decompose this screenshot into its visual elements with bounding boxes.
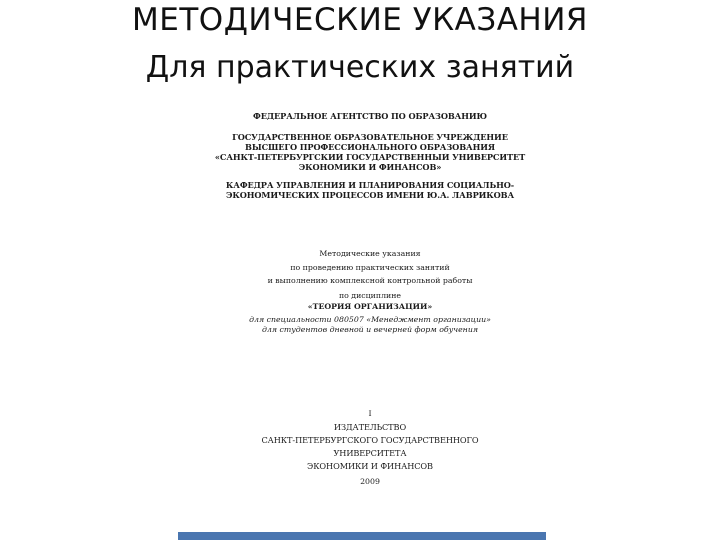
purpose-line-1: по проведению практических занятий [290, 264, 450, 272]
department-line-2: ЭКОНОМИЧЕСКИХ ПРОЦЕССОВ ИМЕНИ Ю.А. ЛАВРИКОВА [225, 191, 515, 200]
purpose-line-2: и выполнению комплексной контрольной работы [267, 277, 473, 285]
discipline-label: по дисциплине [338, 292, 402, 300]
slide-title: МЕТОДИЧЕСКИЕ УКАЗАНИЯ [132, 2, 588, 38]
publisher-mark: I [368, 410, 372, 418]
publisher-line-2: САНКТ-ПЕТЕРБУРГСКОГО ГОСУДАРСТВЕННОГО [261, 436, 479, 445]
institution-line-4: ЭКОНОМИКИ И ФИНАНСОВ» [298, 163, 442, 172]
publisher-line-4: ЭКОНОМИКИ И ФИНАНСОВ [307, 462, 433, 471]
agency-line: ФЕДЕРАЛЬНОЕ АГЕНТСТВО ПО ОБРАЗОВАНИЮ [253, 112, 487, 121]
department-line-1: КАФЕДРА УПРАВЛЕНИЯ И ПЛАНИРОВАНИЯ СОЦИАЛЬНО- [225, 181, 515, 190]
institution-line-3: «САНКТ-ПЕТЕРБУРГСКИЙ ГОСУДАРСТВЕННЫЙ УНИВЕРСИТЕТ [214, 153, 526, 162]
specialty-line: для специальности 080507 «Менеджмент организации» [249, 316, 491, 324]
publisher-line-3: УНИВЕРСИТЕТА [333, 449, 407, 458]
students-line: для студентов дневной и вечерней форм обучения [261, 326, 479, 334]
doc-type-line: Методические указания [319, 250, 421, 258]
institution-line-2: ВЫСШЕГО ПРОФЕССИОНАЛЬНОГО ОБРАЗОВАНИЯ [245, 143, 495, 152]
accent-bar [178, 532, 546, 540]
slide-subtitle: Для практических занятий [145, 50, 575, 85]
publication-year: 2009 [360, 478, 380, 486]
document-scan [200, 104, 540, 492]
institution-line-1: ГОСУДАРСТВЕННОЕ ОБРАЗОВАТЕЛЬНОЕ УЧРЕЖДЕНИЕ [232, 133, 508, 142]
publisher-line-1: ИЗДАТЕЛЬСТВО [333, 423, 407, 432]
discipline-name: «ТЕОРИЯ ОРГАНИЗАЦИИ» [307, 303, 433, 311]
